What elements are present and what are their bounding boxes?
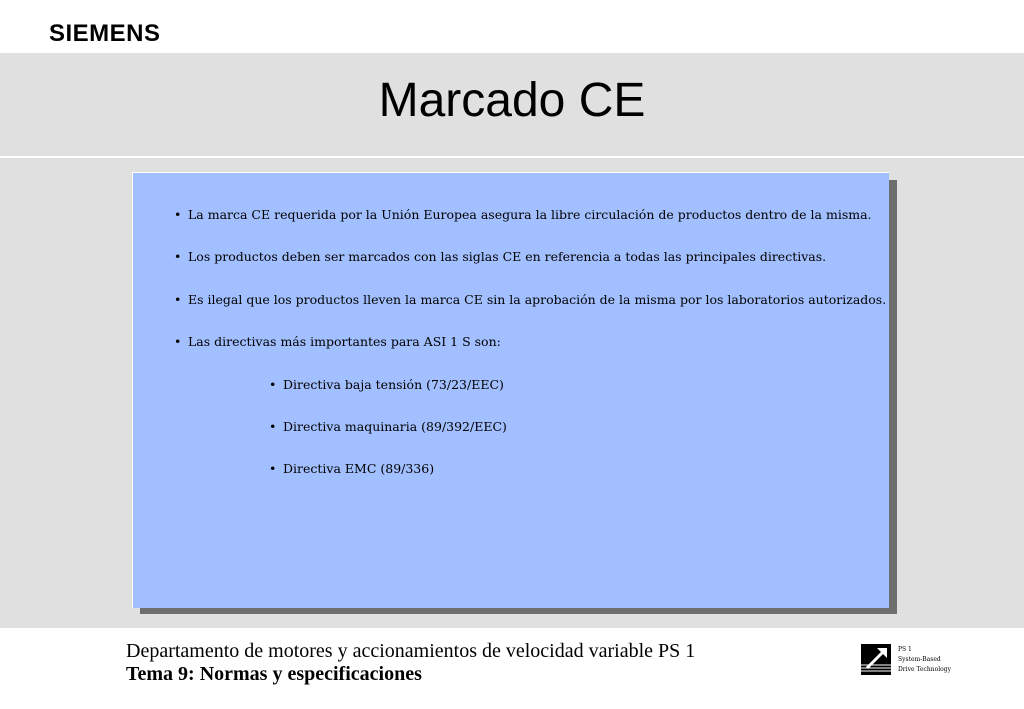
bullet-text: Los productos deben ser marcados con las siglas CE en referencia a todas las principales directivas. [188, 249, 827, 264]
bullet-item [174, 292, 886, 307]
logo-caption [898, 645, 951, 675]
page-title: Marcado CE [378, 74, 646, 127]
sub-bullet-text: Directiva maquinaria (89/392/EEC) [283, 419, 507, 434]
bullet-dot: • [269, 377, 277, 392]
logo-line: System-Based [898, 656, 941, 663]
bullet-dot: • [174, 334, 182, 349]
siemens-logo-text: SIEMENS [49, 20, 161, 47]
logo-line: Drive Technology [898, 666, 951, 673]
sub-bullet-item [269, 461, 434, 476]
sub-bullet-item [269, 419, 507, 434]
drive-technology-logo-icon [861, 644, 891, 675]
bullet-item [174, 334, 501, 349]
bullet-item [174, 207, 872, 222]
logo-line: PS 1 [898, 646, 912, 653]
content-panel [132, 172, 889, 608]
sub-bullet-text: Directiva baja tensión (73/23/EEC) [283, 377, 504, 392]
bullet-text: La marca CE requerida por la Unión Europea asegura la libre circulación de productos dentro de la misma. [188, 207, 872, 222]
bullet-item [174, 249, 826, 264]
bullet-list [133, 173, 889, 608]
bullet-dot: • [269, 419, 277, 434]
bullet-dot: • [174, 249, 182, 264]
bullet-text: Las directivas más importantes para ASI 1 S son: [188, 334, 501, 349]
bullet-dot: • [174, 207, 182, 222]
footer-department: Departamento de motores y accionamientos de velocidad variable PS 1 [126, 640, 696, 662]
footer-topic: Tema 9: Normas y especificaciones [126, 663, 422, 685]
sub-bullet-item [269, 377, 504, 392]
sub-bullet-text: Directiva EMC (89/336) [283, 461, 435, 476]
bullet-dot: • [174, 292, 182, 307]
bullet-dot: • [269, 461, 277, 476]
bullet-text: Es ilegal que los productos lleven la marca CE sin la aprobación de la misma por los laboratorios autorizados. [188, 292, 887, 307]
